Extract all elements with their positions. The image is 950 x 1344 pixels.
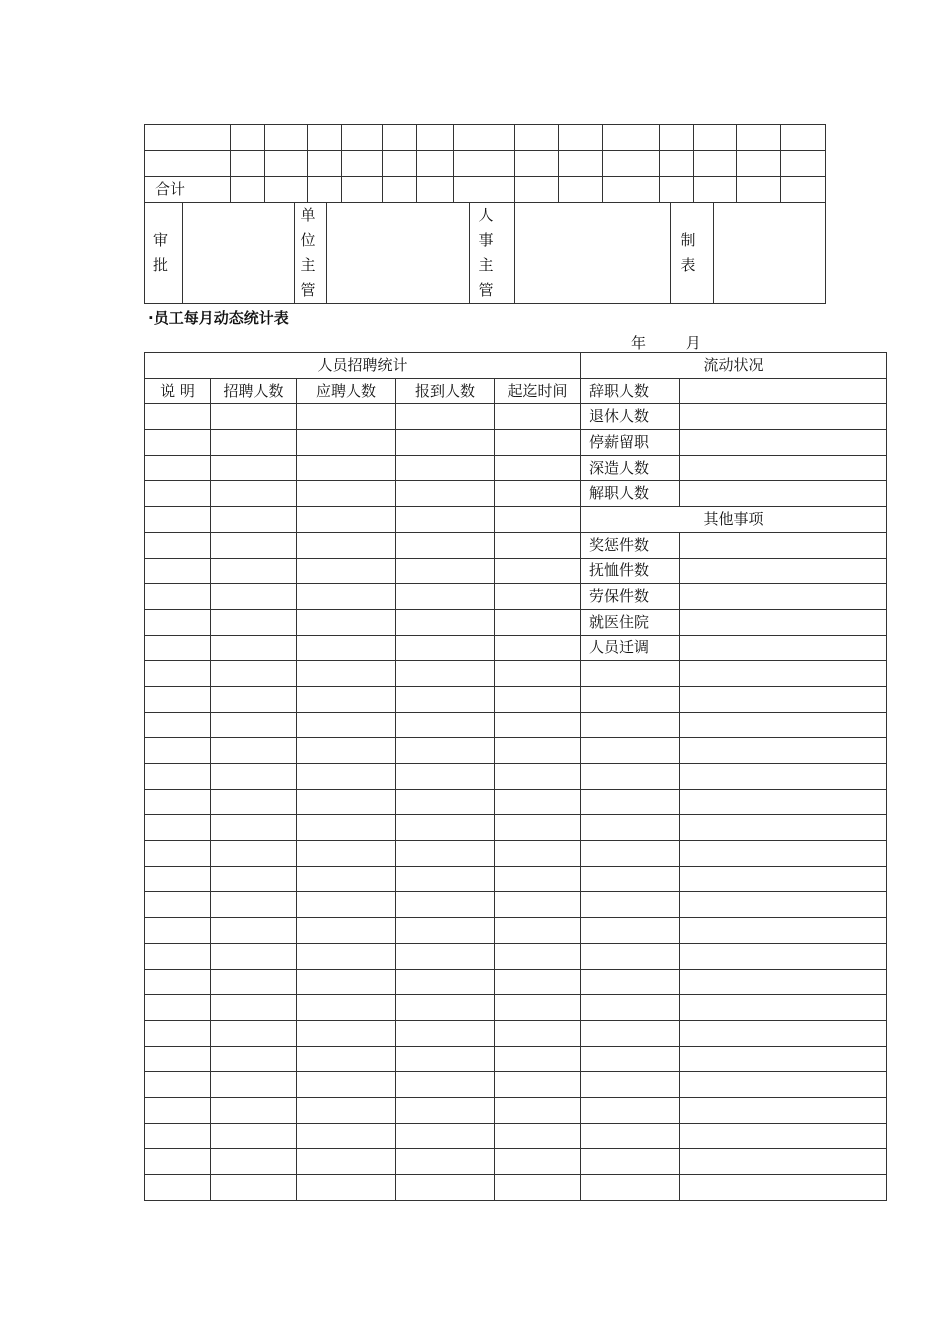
table-cell — [145, 1175, 211, 1201]
table-cell — [211, 1097, 297, 1123]
table-cell — [581, 1097, 680, 1123]
table-cell — [581, 764, 680, 790]
table-cell — [680, 1149, 887, 1175]
table-row — [145, 125, 826, 151]
table-cell — [495, 943, 581, 969]
table-cell — [297, 892, 396, 918]
item-label: 就医住院 — [581, 609, 680, 635]
table-row — [145, 430, 887, 456]
table-cell — [495, 892, 581, 918]
summary-table — [144, 124, 826, 304]
item-label: 人员迁调 — [581, 635, 680, 661]
table-row — [145, 532, 887, 558]
col-header-period: 起迄时间 — [495, 378, 581, 404]
table-cell — [581, 738, 680, 764]
table-row — [145, 481, 887, 507]
table-cell — [396, 995, 495, 1021]
table-cell — [297, 866, 396, 892]
table-cell — [680, 738, 887, 764]
year-month-line — [631, 332, 701, 353]
table-cell — [211, 789, 297, 815]
table-cell — [680, 943, 887, 969]
table-cell — [211, 609, 297, 635]
table-cell — [145, 507, 211, 533]
table-row — [145, 789, 887, 815]
table-cell — [495, 404, 581, 430]
table-cell — [297, 995, 396, 1021]
table-cell — [211, 841, 297, 867]
table-cell — [396, 558, 495, 584]
table-cell — [581, 815, 680, 841]
table-cell — [680, 841, 887, 867]
table-cell — [145, 635, 211, 661]
table-cell — [495, 789, 581, 815]
table-cell — [297, 918, 396, 944]
table-cell — [495, 430, 581, 456]
unit-head-label: 单 位 主 管 — [294, 203, 326, 303]
table-cell — [495, 455, 581, 481]
header-row — [145, 353, 887, 379]
table-cell — [145, 995, 211, 1021]
table-cell — [396, 712, 495, 738]
table-cell — [581, 712, 680, 738]
table-cell — [211, 764, 297, 790]
table-cell — [396, 1149, 495, 1175]
table-cell — [581, 686, 680, 712]
table-cell — [211, 738, 297, 764]
table-cell — [211, 1046, 297, 1072]
table-cell — [396, 969, 495, 995]
recruit-header: 人员招聘统计 — [145, 353, 581, 379]
table-cell — [297, 430, 396, 456]
table-cell — [211, 455, 297, 481]
table-cell — [211, 1175, 297, 1201]
item-label: 停薪留职 — [581, 430, 680, 456]
table-row — [145, 558, 887, 584]
table-cell — [211, 712, 297, 738]
table-cell — [396, 1175, 495, 1201]
table-cell — [211, 918, 297, 944]
table-cell — [297, 661, 396, 687]
table-cell — [495, 1072, 581, 1098]
table-cell — [211, 686, 297, 712]
table-row — [145, 635, 887, 661]
table-cell — [297, 841, 396, 867]
table-row — [145, 1020, 887, 1046]
table-row — [145, 507, 887, 533]
table-cell — [145, 1046, 211, 1072]
table-cell — [680, 1046, 887, 1072]
table-cell — [297, 455, 396, 481]
approve-field — [182, 203, 294, 303]
table-cell — [581, 1123, 680, 1149]
table-cell — [297, 969, 396, 995]
table-cell — [211, 661, 297, 687]
other-header: 其他事项 — [581, 507, 887, 533]
table-row — [145, 995, 887, 1021]
table-cell — [396, 455, 495, 481]
table-cell — [396, 661, 495, 687]
table-cell — [581, 1175, 680, 1201]
table-cell — [297, 1175, 396, 1201]
table-cell — [145, 764, 211, 790]
table-cell — [145, 815, 211, 841]
table-cell — [297, 481, 396, 507]
table-cell — [211, 635, 297, 661]
table-cell — [495, 712, 581, 738]
table-cell — [145, 1123, 211, 1149]
monthly-stats-table — [144, 352, 887, 1201]
table-row — [145, 1097, 887, 1123]
table-cell — [680, 712, 887, 738]
table-cell — [145, 841, 211, 867]
table-cell — [495, 764, 581, 790]
flow-item-label: 辞职人数 — [581, 378, 680, 404]
table-cell — [495, 918, 581, 944]
table-row — [145, 969, 887, 995]
item-value — [680, 430, 887, 456]
table-row — [145, 764, 887, 790]
table-cell — [495, 686, 581, 712]
table-row — [145, 841, 887, 867]
table-row — [145, 686, 887, 712]
table-row — [145, 943, 887, 969]
table-cell — [581, 866, 680, 892]
table-cell — [145, 430, 211, 456]
table-cell — [211, 481, 297, 507]
table-cell — [145, 1149, 211, 1175]
item-label: 退休人数 — [581, 404, 680, 430]
table-cell — [297, 789, 396, 815]
table-cell — [145, 455, 211, 481]
table-cell — [145, 892, 211, 918]
table-cell — [145, 686, 211, 712]
table-cell — [297, 532, 396, 558]
table-cell — [297, 635, 396, 661]
table-cell — [211, 558, 297, 584]
table-cell — [396, 1072, 495, 1098]
table-cell — [297, 815, 396, 841]
item-value — [680, 609, 887, 635]
table-cell — [145, 943, 211, 969]
item-value — [680, 532, 887, 558]
table-cell — [145, 558, 211, 584]
table-row — [145, 1072, 887, 1098]
table-cell — [396, 686, 495, 712]
table-row — [145, 1149, 887, 1175]
item-label: 劳保件数 — [581, 584, 680, 610]
table-cell — [495, 481, 581, 507]
table-cell — [495, 532, 581, 558]
table-cell — [396, 815, 495, 841]
table-cell — [495, 635, 581, 661]
table-row — [145, 866, 887, 892]
table-cell — [396, 866, 495, 892]
table-cell — [297, 1149, 396, 1175]
item-label: 奖惩件数 — [581, 532, 680, 558]
flow-header: 流动状况 — [581, 353, 887, 379]
table-cell — [495, 609, 581, 635]
table-cell — [680, 1020, 887, 1046]
table-cell — [680, 789, 887, 815]
table-row — [145, 609, 887, 635]
table-cell — [581, 918, 680, 944]
table-cell — [396, 430, 495, 456]
table-cell — [581, 969, 680, 995]
table-cell — [680, 995, 887, 1021]
table-cell — [495, 507, 581, 533]
table-cell — [145, 789, 211, 815]
table-cell — [145, 481, 211, 507]
table-cell — [145, 866, 211, 892]
table-cell — [211, 943, 297, 969]
table-cell — [145, 661, 211, 687]
table-cell — [211, 1123, 297, 1149]
table-cell — [297, 1123, 396, 1149]
table-cell — [396, 1046, 495, 1072]
table-cell — [297, 507, 396, 533]
table-cell — [396, 789, 495, 815]
item-value — [680, 404, 887, 430]
table-cell — [680, 1072, 887, 1098]
table-cell — [495, 1020, 581, 1046]
table-row — [145, 815, 887, 841]
table-cell — [297, 1046, 396, 1072]
table-cell — [396, 841, 495, 867]
table-cell — [297, 404, 396, 430]
table-cell — [211, 584, 297, 610]
table-cell — [145, 918, 211, 944]
table-cell — [680, 918, 887, 944]
item-value — [680, 558, 887, 584]
item-value — [680, 635, 887, 661]
table-cell — [211, 404, 297, 430]
table-row — [145, 712, 887, 738]
table-cell — [211, 1072, 297, 1098]
table-cell — [211, 866, 297, 892]
col-header-applicant-count: 应聘人数 — [297, 378, 396, 404]
table-cell — [396, 507, 495, 533]
item-label: 深造人数 — [581, 455, 680, 481]
table-cell — [211, 1149, 297, 1175]
table-cell — [211, 815, 297, 841]
total-row — [145, 177, 826, 203]
table-cell — [145, 609, 211, 635]
table-row — [145, 1046, 887, 1072]
table-cell — [396, 1097, 495, 1123]
month-label: 月 — [685, 334, 701, 352]
table-row — [145, 151, 826, 177]
item-value — [680, 584, 887, 610]
table-cell — [581, 892, 680, 918]
col-header-note: 说 明 — [145, 378, 211, 404]
table-row — [145, 661, 887, 687]
table-cell — [396, 532, 495, 558]
table-cell — [495, 969, 581, 995]
table-cell — [145, 1097, 211, 1123]
table-cell — [495, 1097, 581, 1123]
table-cell — [581, 1046, 680, 1072]
table-cell — [145, 1020, 211, 1046]
table-cell — [297, 584, 396, 610]
table-cell — [396, 481, 495, 507]
table-cell — [145, 738, 211, 764]
table-cell — [495, 738, 581, 764]
item-value — [680, 455, 887, 481]
table-cell — [396, 404, 495, 430]
table-cell — [495, 661, 581, 687]
table-cell — [495, 841, 581, 867]
table-cell — [396, 943, 495, 969]
table-cell — [396, 892, 495, 918]
table-cell — [396, 1020, 495, 1046]
table-cell — [581, 661, 680, 687]
prepared-label: 制 表 — [670, 203, 713, 303]
table-cell — [396, 635, 495, 661]
table-cell — [495, 866, 581, 892]
table-cell — [211, 892, 297, 918]
table-cell — [211, 1020, 297, 1046]
table-cell — [495, 1046, 581, 1072]
table-cell — [495, 584, 581, 610]
col-header-reported-count: 报到人数 — [396, 378, 495, 404]
table-cell — [680, 1175, 887, 1201]
table-cell — [581, 841, 680, 867]
unit-head-field — [326, 203, 469, 303]
table-cell — [297, 558, 396, 584]
table-cell — [680, 686, 887, 712]
table-cell — [396, 609, 495, 635]
table-cell — [297, 609, 396, 635]
table-row — [145, 1175, 887, 1201]
table-cell — [211, 532, 297, 558]
table-cell — [396, 918, 495, 944]
table-cell — [680, 1123, 887, 1149]
table-cell — [297, 686, 396, 712]
table-cell — [145, 532, 211, 558]
table-cell — [145, 712, 211, 738]
table-cell — [680, 866, 887, 892]
item-value — [680, 481, 887, 507]
table-cell — [211, 507, 297, 533]
approve-label: 审 批 — [145, 203, 182, 303]
table-cell — [495, 1123, 581, 1149]
item-label: 解职人数 — [581, 481, 680, 507]
table-row — [145, 455, 887, 481]
table-row — [145, 404, 887, 430]
table-row — [145, 892, 887, 918]
table-cell — [297, 738, 396, 764]
table-cell — [581, 1072, 680, 1098]
table-cell — [581, 789, 680, 815]
table-cell — [145, 404, 211, 430]
table-cell — [396, 738, 495, 764]
column-header-row — [145, 378, 887, 404]
col-header-recruit-count: 招聘人数 — [211, 378, 297, 404]
hr-head-field — [514, 203, 670, 303]
table-cell — [581, 1020, 680, 1046]
table-cell — [145, 969, 211, 995]
table-cell — [680, 892, 887, 918]
table-cell — [297, 712, 396, 738]
table-cell — [680, 764, 887, 790]
table-cell — [680, 1097, 887, 1123]
table-cell — [396, 1123, 495, 1149]
table-cell — [396, 764, 495, 790]
flow-item-value — [680, 378, 887, 404]
table-row — [145, 918, 887, 944]
table-cell — [297, 764, 396, 790]
table-cell — [680, 969, 887, 995]
total-label: 合计 — [145, 177, 231, 203]
table-row — [145, 1123, 887, 1149]
year-label: 年 — [631, 334, 647, 352]
table-row — [145, 738, 887, 764]
item-label: 抚恤件数 — [581, 558, 680, 584]
table-cell — [495, 558, 581, 584]
table-cell — [581, 1149, 680, 1175]
table-cell — [297, 1072, 396, 1098]
table-cell — [297, 1097, 396, 1123]
table-cell — [297, 943, 396, 969]
table-cell — [211, 995, 297, 1021]
approval-row — [145, 203, 826, 304]
hr-head-label: 人 事 主 管 — [469, 203, 514, 303]
table-cell — [680, 815, 887, 841]
table-cell — [680, 661, 887, 687]
prepared-field — [713, 203, 825, 303]
table-cell — [495, 1175, 581, 1201]
table-cell — [495, 815, 581, 841]
table-cell — [211, 969, 297, 995]
table-cell — [581, 995, 680, 1021]
table-cell — [145, 584, 211, 610]
table-cell — [145, 1072, 211, 1098]
section-title: ·员工每月动态统计表 — [148, 309, 289, 327]
table-cell — [495, 995, 581, 1021]
table-cell — [396, 584, 495, 610]
table-row — [145, 584, 887, 610]
table-cell — [495, 1149, 581, 1175]
table-cell — [211, 430, 297, 456]
table-cell — [581, 943, 680, 969]
table-cell — [297, 1020, 396, 1046]
